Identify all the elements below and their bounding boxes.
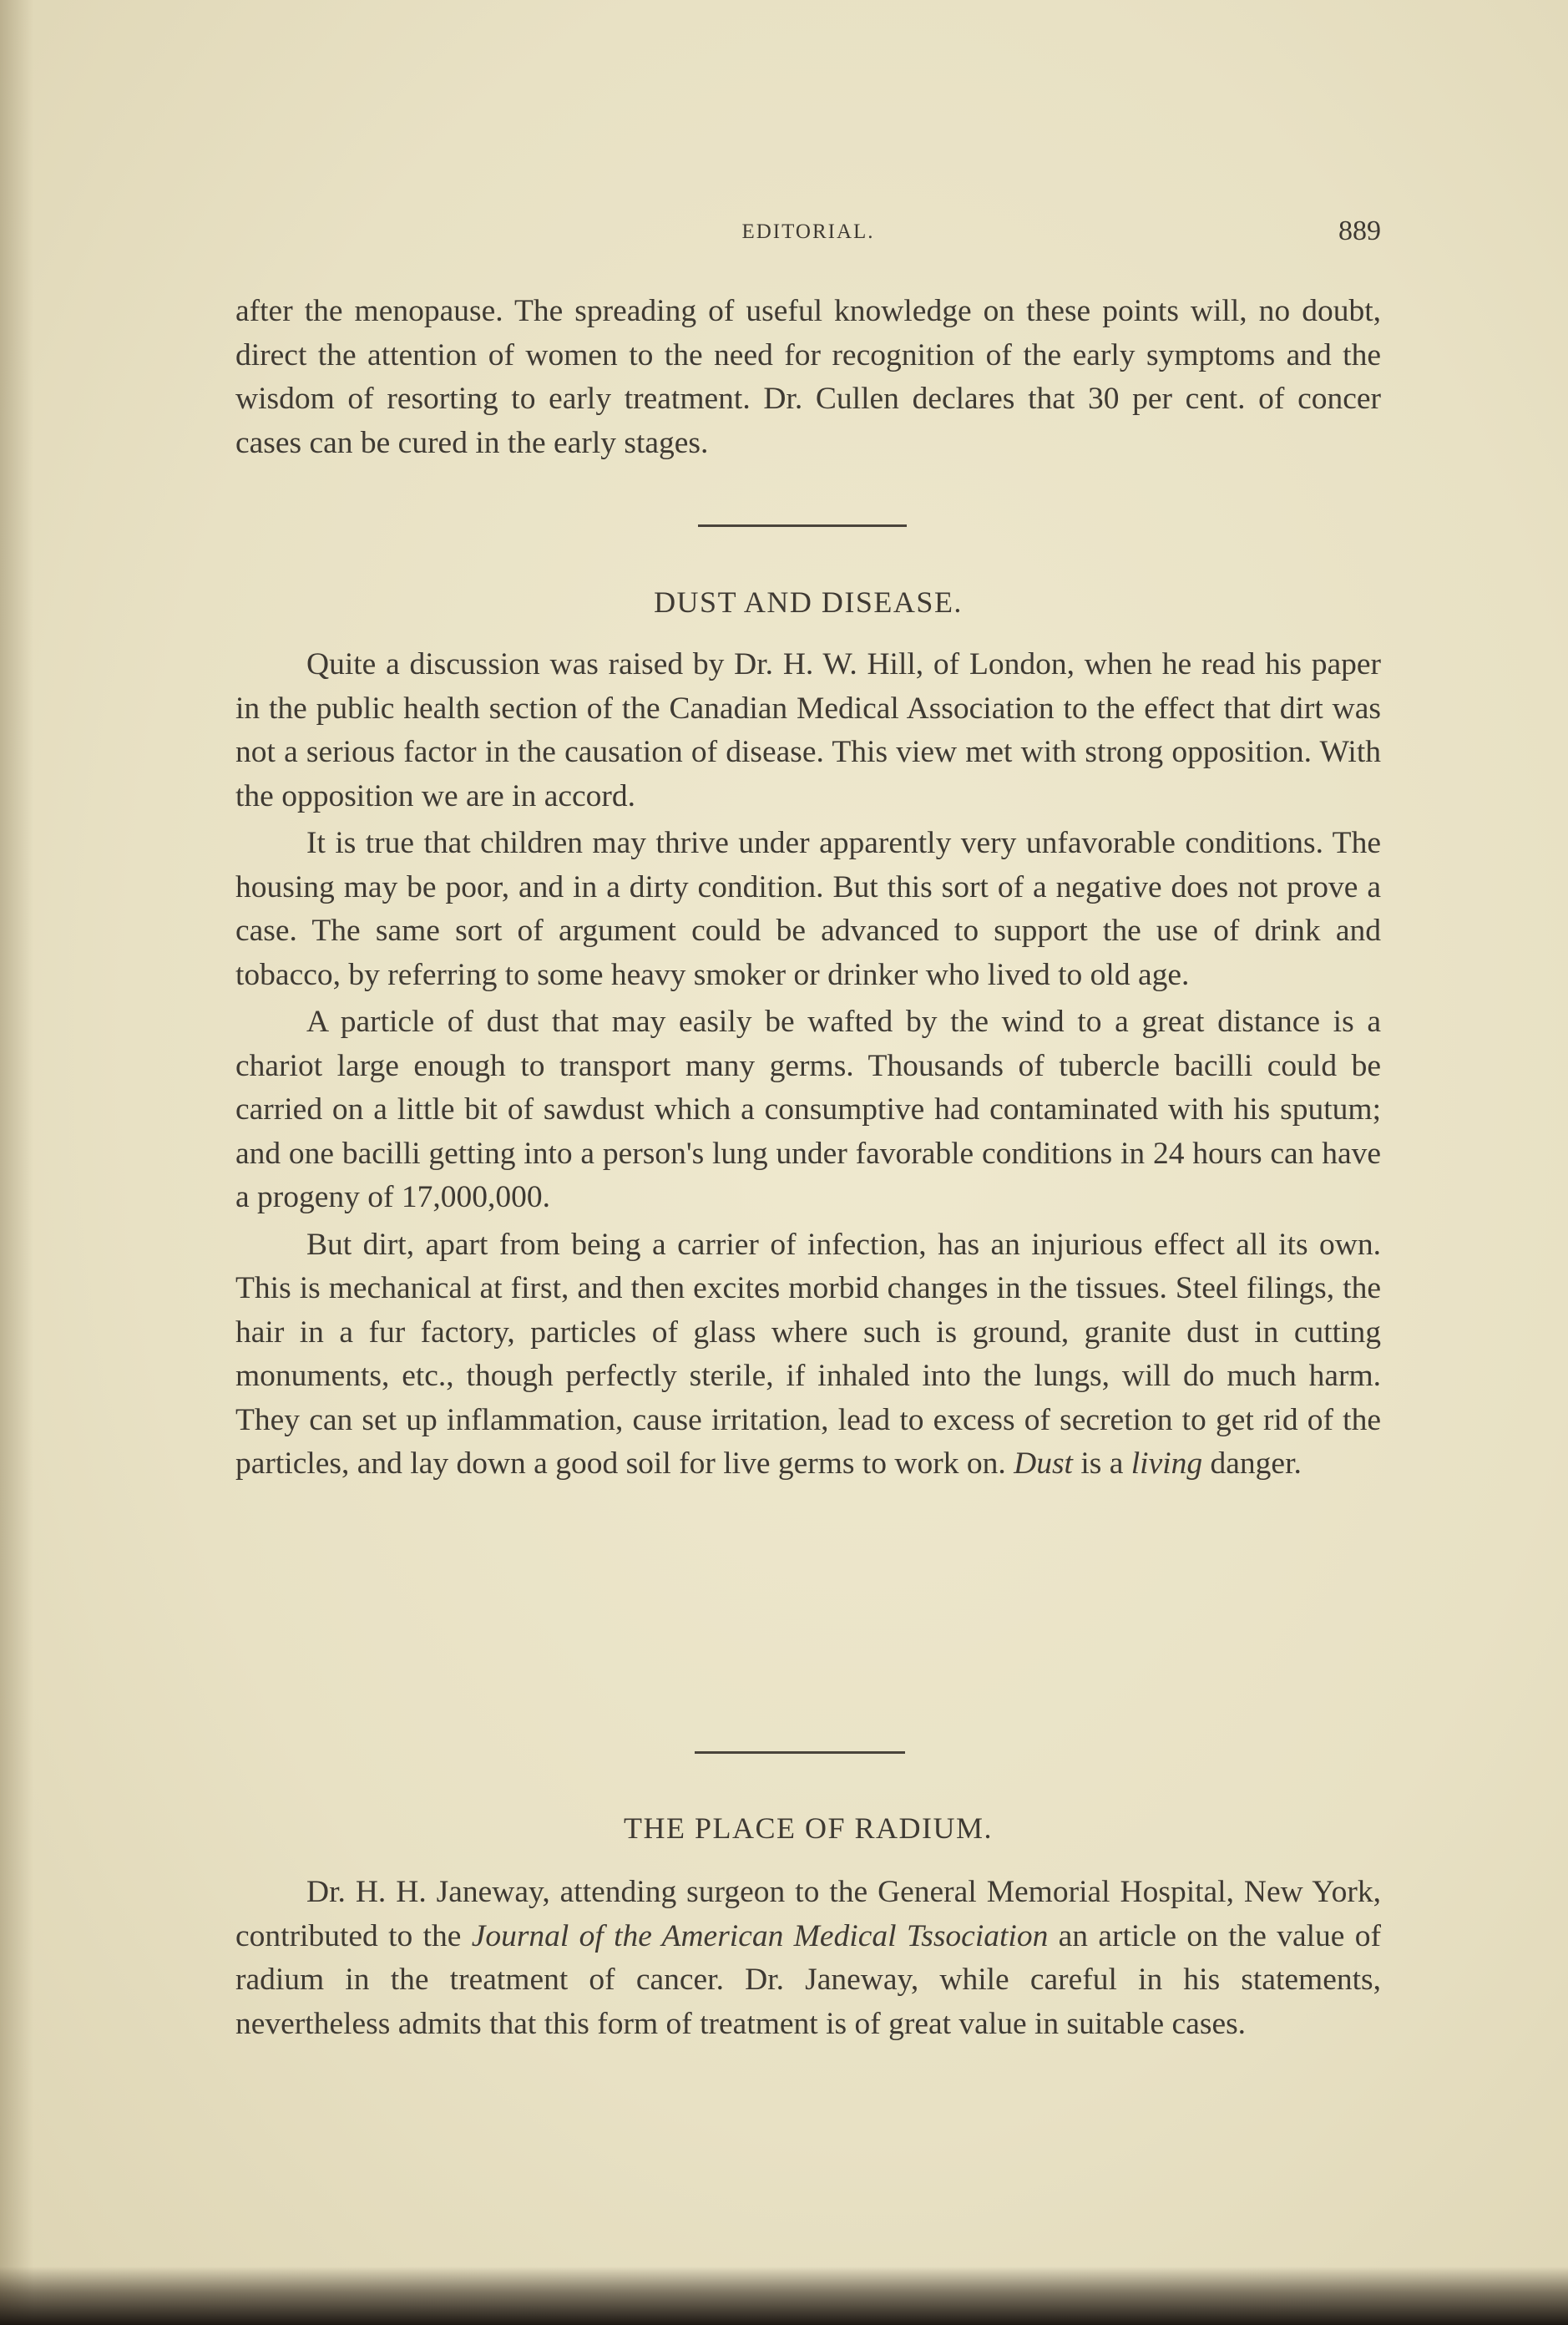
radium-section-body bbox=[235, 1871, 1381, 2046]
page-number: 889 bbox=[1338, 215, 1381, 246]
dust-paragraph-2: It is true that children may thrive under apparently very unfavorable conditions. The housing may be poor, and in a dirty condition. But this sort of a negative does not prove a case. The same sort of argument could be advanced to support the use of drink and tobacco, by referring to some heavy smoker or drinker who lived to old age. bbox=[235, 826, 1381, 992]
dust-paragraph-4-end: danger. bbox=[1202, 1446, 1302, 1481]
dust-paragraph-3: A particle of dust that may easily be wafted by the wind to a great distance is a chariot large enough to transport many germs. Thousands of tubercle bacilli could be carried on a little bit of sawdust which a consumptive had contaminated with his sputum; and one bacilli getting into a person's lung under favorable conditions in 24 hours can have a progeny of 17,000,000. bbox=[235, 1005, 1381, 1214]
section-divider bbox=[698, 524, 907, 527]
radium-paragraph-1-end: an article on the value of radium in the treatment of cancer. Dr. Janeway, while careful in his statements, nevertheless admits that this form of treatment is of great value in suitable cases. bbox=[235, 1918, 1381, 2041]
living-italic-word: living bbox=[1130, 1446, 1203, 1481]
running-title: EDITORIAL. bbox=[741, 220, 875, 243]
radium-section-heading: THE PLACE OF RADIUM. bbox=[623, 1811, 993, 1845]
dust-paragraph-4-mid: is a bbox=[1072, 1446, 1131, 1481]
journal-title: Journal of the American Medical Tssociation bbox=[471, 1918, 1049, 1953]
dust-paragraph-1: Quite a discussion was raised by Dr. H. W. Hill, of London, when he read his paper in the public health section of the Canadian Medical Association to the effect that dirt was not a serious factor in the causation of disease. This view met with strong opposition. With the opposition we are in accord. bbox=[235, 647, 1381, 813]
intro-paragraph: after the menopause. The spreading of useful knowledge on these points will, no doubt, direct the attention of women to the need for recognition of the early symptoms and the wisdom of resorting to early treatment. Dr. Cullen declares that 30 per cent. of concer cases can be cured in the early stages. bbox=[235, 294, 1381, 460]
intro-block bbox=[235, 290, 1381, 465]
spine-shadow bbox=[0, 0, 33, 2325]
running-head bbox=[235, 215, 1381, 249]
dust-italic-word: Dust bbox=[1014, 1446, 1073, 1481]
radium-paragraph-1-start: Dr. H. H. Janeway, attending surgeon to the General Memorial Hospital, New York, contributed to the bbox=[235, 1875, 1381, 1953]
radium-paragraph-1 bbox=[235, 1871, 1381, 2046]
section-divider bbox=[695, 1751, 905, 1754]
dust-section-body bbox=[235, 643, 1381, 1487]
dust-section-heading: DUST AND DISEASE. bbox=[654, 585, 963, 619]
dust-paragraph-4-start: But dirt, apart from being a carrier of infection, has an injurious effect all its own. This is mechanical at first, and then excites morbid changes in the tissues. Steel filings, the hair in a fur factory, particles of glass where such is ground, granite dust in cutting monuments, etc., though perfectly sterile, if inhaled into the lungs, will do much harm. They can set up inflammation, cause irritation, lead to excess of secretion to get rid of the particles, and lay down a good soil for live germs to work on. bbox=[235, 1227, 1381, 1481]
dust-paragraph-4 bbox=[235, 1223, 1381, 1487]
page-bottom-edge bbox=[0, 2267, 1568, 2325]
